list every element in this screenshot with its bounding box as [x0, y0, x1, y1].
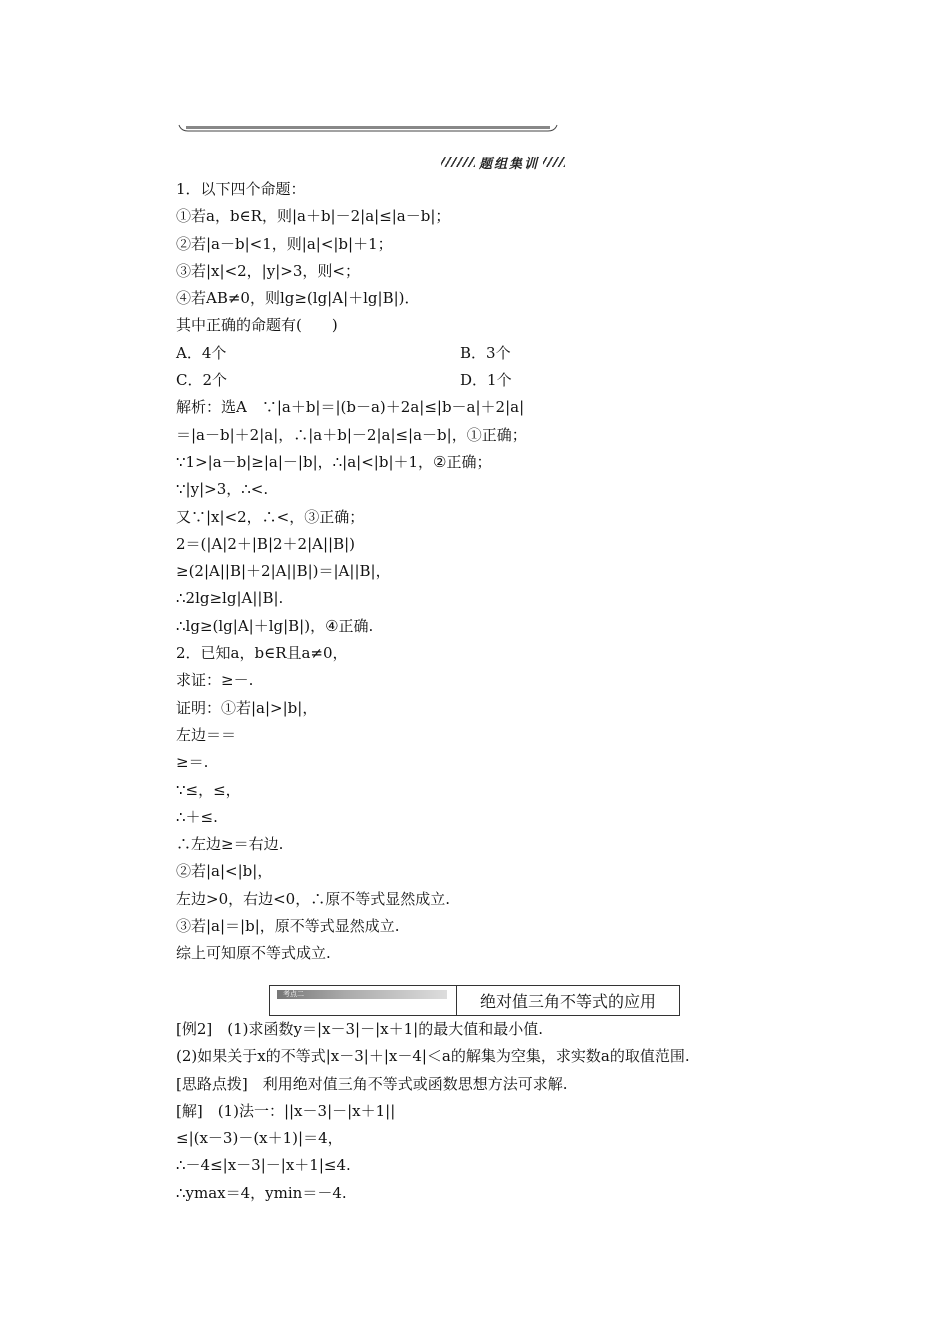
top-divider	[178, 124, 558, 134]
text-line: 解析：选A ∵|a＋b|＝|(b－a)＋2a|≤|b－a|＋2|a|	[176, 398, 525, 417]
text-line: ②若|a|<|b|，	[176, 862, 273, 881]
section-title: 题组集训	[478, 156, 539, 172]
text-line: ②若|a－b|<1，则|a|<|b|＋1；	[176, 234, 393, 253]
section-box-tag: 考点二	[277, 990, 447, 999]
section-box	[269, 985, 680, 1016]
text-line: ①若a，b∈R，则|a＋b|－2|a|≤|a－b|；	[176, 207, 451, 226]
text-line: ∴－4≤|x－3|－|x＋1|≤4.	[176, 1156, 351, 1175]
section-box-title: 绝对值三角不等式的应用	[479, 992, 656, 1011]
problem-content	[176, 176, 796, 968]
option-d: D．1个	[460, 371, 512, 390]
text-line: 证明：①若|a|>|b|，	[176, 698, 318, 717]
section-box-tag-cell	[270, 986, 457, 1015]
option-a: A．4个	[176, 343, 227, 362]
text-line: 综上可知原不等式成立.	[176, 944, 331, 963]
text-line: ≥(2|A||B|＋2|A||B|)＝|A||B|，	[176, 562, 391, 581]
text-line: ∴＋≤.	[176, 807, 218, 826]
hatch-decoration-left	[441, 157, 475, 167]
text-line: 1．以下四个命题：	[176, 180, 306, 198]
text-line: ≥＝.	[176, 753, 209, 772]
text-line: 左边＝＝	[176, 725, 237, 744]
text-line: ④若AB≠0，则lg≥(lg|A|＋lg|B|)．	[176, 289, 420, 308]
text-line: ≤|(x－3)－(x＋1)|＝4，	[176, 1129, 343, 1148]
text-line: ∵≤，≤，	[176, 780, 241, 799]
text-line: ③若|a|＝|b|，原不等式显然成立.	[176, 917, 400, 936]
text-line: 2．已知a，b∈R且a≠0，	[176, 644, 348, 663]
text-line: 又∵|x|<2，∴<，③正确；	[176, 507, 365, 526]
option-c: C．2个	[176, 371, 228, 390]
text-line: 2＝(|A|2＋|B|2＋2|A||B|)	[176, 534, 356, 553]
text-line: ∴ymax＝4，ymin＝－4.	[176, 1183, 347, 1202]
text-line: ∴左边≥＝右边.	[176, 835, 284, 854]
text-line: ∴lg≥(lg|A|＋lg|B|)，④正确.	[176, 616, 374, 635]
text-line: ∴2lg≥lg|A||B|.	[176, 589, 284, 608]
section-header	[420, 152, 565, 172]
option-b: B．3个	[460, 343, 511, 362]
text-line: ＝|a－b|＋2|a|，∴|a＋b|－2|a|≤|a－b|，①正确；	[176, 425, 527, 444]
text-line: [例2] (1)求函数y＝|x－3|－|x＋1|的最大值和最小值.	[176, 1020, 543, 1038]
text-line: 左边>0，右边<0，∴原不等式显然成立.	[176, 889, 450, 908]
option-row	[176, 367, 796, 394]
text-line: ∵|y|>3，∴<.	[176, 480, 269, 499]
text-line: 求证：≥－.	[176, 671, 254, 690]
text-line: ∵1>|a－b|≥|a|－|b|，∴|a|<|b|＋1，②正确；	[176, 452, 492, 471]
hatch-decoration-right	[543, 157, 565, 167]
text-line: ③若|x|<2，|y|>3，则<；	[176, 261, 360, 280]
option-row	[176, 340, 796, 367]
text-line: 其中正确的命题有( )	[176, 316, 338, 335]
text-line: (2)如果关于x的不等式|x－3|＋|x－4|＜a的解集为空集，求实数a的取值范围.	[176, 1047, 690, 1066]
text-line: [解] (1)法一：||x－3|－|x＋1||	[176, 1101, 396, 1120]
example-content	[176, 1016, 896, 1207]
text-line: [思路点拨] 利用绝对值三角不等式或函数思想方法可求解.	[176, 1074, 568, 1093]
